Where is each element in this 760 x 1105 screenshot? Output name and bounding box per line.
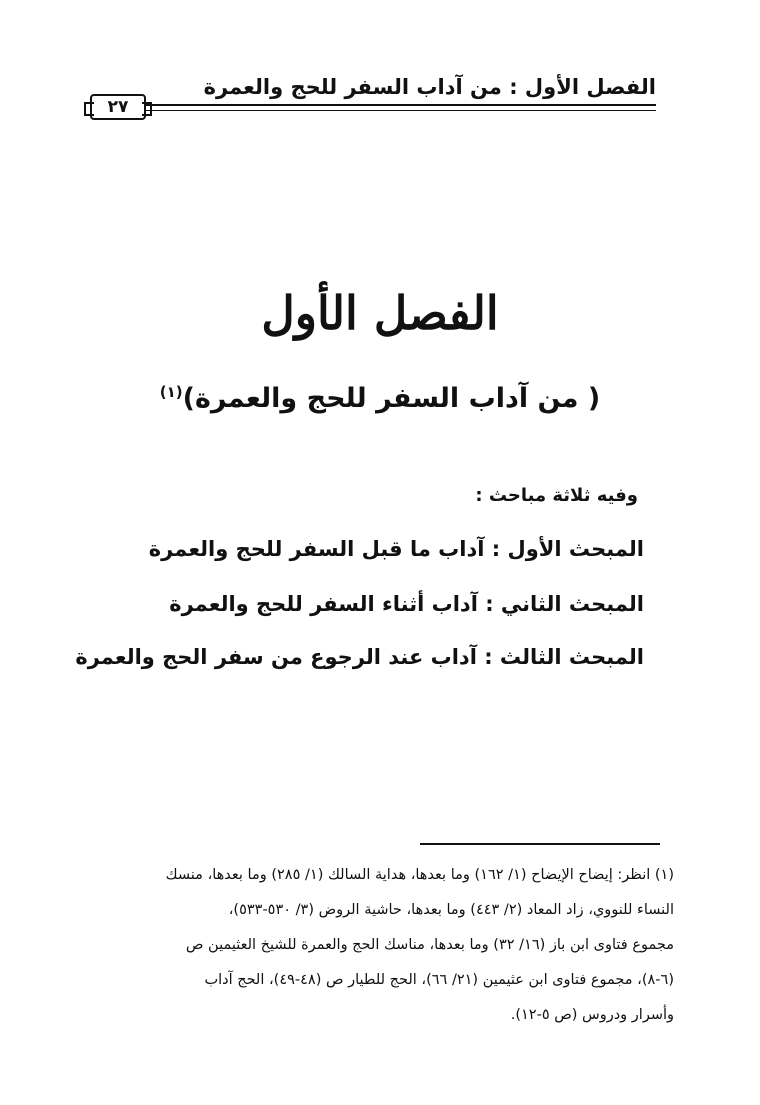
footnote-line: (١) انظر: إيضاح الإيضاح (١/ ١٦٢) وما بعدها، هداية السالك (١/ ٢٨٥) وما بعدها، منسك: [165, 867, 674, 883]
footnote-separator: [420, 843, 660, 845]
running-header-title: الفصل الأول : من آداب السفر للحج والعمرة: [203, 75, 656, 99]
section-item: المبحث الأول : آداب ما قبل السفر للحج والعمرة: [148, 537, 644, 561]
section-item: المبحث الثاني : آداب أثناء السفر للحج والعمرة: [169, 592, 644, 616]
chapter-subtitle-text: ( من آداب السفر للحج والعمرة): [182, 383, 601, 414]
chapter-title: الفصل الأول: [261, 286, 499, 340]
page-number-frame: [90, 94, 146, 120]
chapter-subtitle: [0, 372, 760, 419]
footnote-line: مجموع فتاوى ابن باز (١٦/ ٣٢) وما بعدها، مناسك الحج والعمرة للشيخ العثيمين ص: [185, 937, 674, 953]
sections-intro: وفيه ثلاثة مباحث :: [475, 485, 638, 506]
footnote-line: (٦-٨)، مجموع فتاوى ابن عثيمين (٢١/ ٦٦)، الحج للطيار ص (٤٨-٤٩)، الحج آداب: [204, 972, 674, 988]
footnote-line: وأسرار ودروس (ص ٥-١٢).: [510, 1007, 674, 1023]
footnote: [74, 858, 674, 1033]
header-rule-thin: [96, 110, 656, 111]
footnote-reference[interactable]: (١): [159, 383, 183, 401]
header-rule: [96, 104, 656, 106]
footnote-line: النساء للنووي، زاد المعاد (٢/ ٤٤٣) وما بعدها، حاشية الروض (٣/ ٥٣٠-٥٣٣)،: [228, 902, 674, 918]
page-number: ٢٧: [107, 97, 129, 117]
section-item: المبحث الثالث : آداب عند الرجوع من سفر الحج والعمرة: [75, 645, 644, 669]
